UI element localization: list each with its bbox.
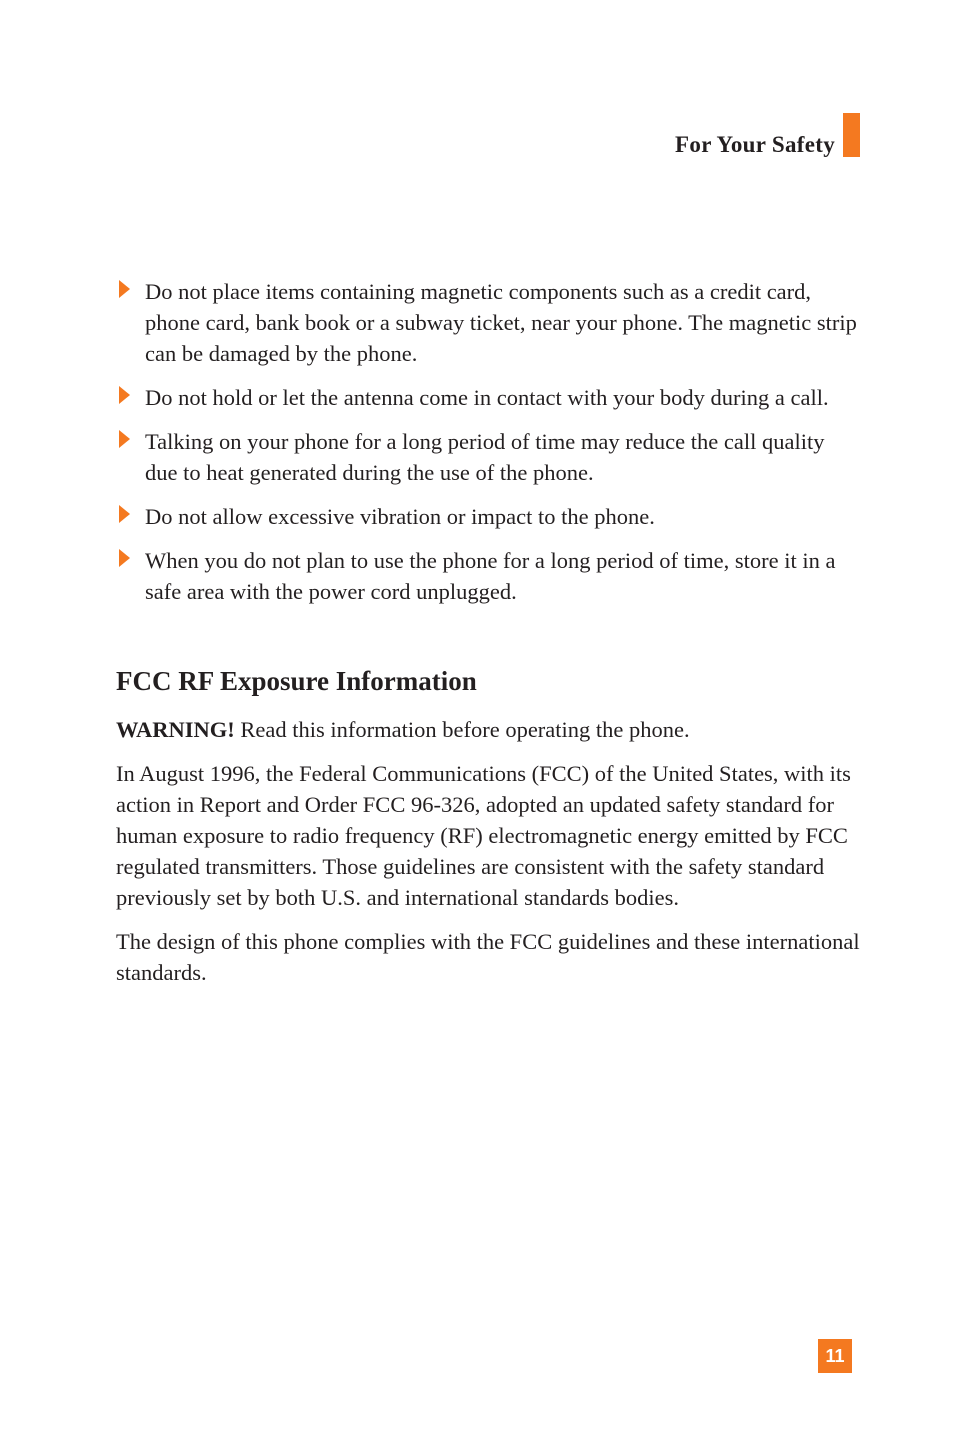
- bullet-text: Do not hold or let the antenna come in contact with your body during a call.: [145, 385, 829, 410]
- triangle-right-icon: [119, 505, 130, 523]
- page-number: 11: [825, 1346, 845, 1366]
- list-item: [116, 426, 861, 488]
- section-header-title: For Your Safety: [675, 132, 835, 157]
- body-paragraph: The design of this phone complies with the FCC guidelines and these international standards.: [116, 929, 860, 985]
- bullet-text: When you do not plan to use the phone for a long period of time, store it in a safe area with the power cord unplugged.: [145, 548, 836, 604]
- list-item: [116, 276, 861, 369]
- bullet-text: Do not place items containing magnetic components such as a credit card, phone card, bank book or a subway ticket, near your phone. The magnetic strip can be damaged by the phone.: [145, 279, 857, 366]
- list-item: [116, 501, 861, 532]
- triangle-right-icon: [119, 549, 130, 567]
- triangle-right-icon: [119, 430, 130, 448]
- fcc-section: [116, 664, 861, 1001]
- section-header: [675, 113, 860, 157]
- triangle-right-icon: [119, 386, 130, 404]
- bullet-text: Do not allow excessive vibration or impact to the phone.: [145, 504, 655, 529]
- page-number-badge: [818, 1339, 852, 1373]
- bullet-text: Talking on your phone for a long period of time may reduce the call quality due to heat generated during the use of the phone.: [145, 429, 825, 485]
- safety-bullet-list: [116, 276, 861, 620]
- warning-text: Read this information before operating the phone.: [234, 717, 690, 742]
- body-paragraph: In August 1996, the Federal Communications (FCC) of the United States, with its action in Report and Order FCC 96-326, adopted an updated safety standard for human exposure to radio frequency (RF) electromagnetic energy emitted by FCC regulated transmitters. Those guidelines are consistent with the safety standard previously set by both U.S. and international standards bodies.: [116, 761, 851, 910]
- triangle-right-icon: [119, 280, 130, 298]
- list-item: [116, 382, 861, 413]
- section-title: FCC RF Exposure Information: [116, 666, 477, 696]
- warning-label: WARNING!: [116, 717, 235, 742]
- list-item: [116, 545, 861, 607]
- section-tab-marker: [843, 113, 860, 157]
- warning-paragraph: [116, 714, 861, 745]
